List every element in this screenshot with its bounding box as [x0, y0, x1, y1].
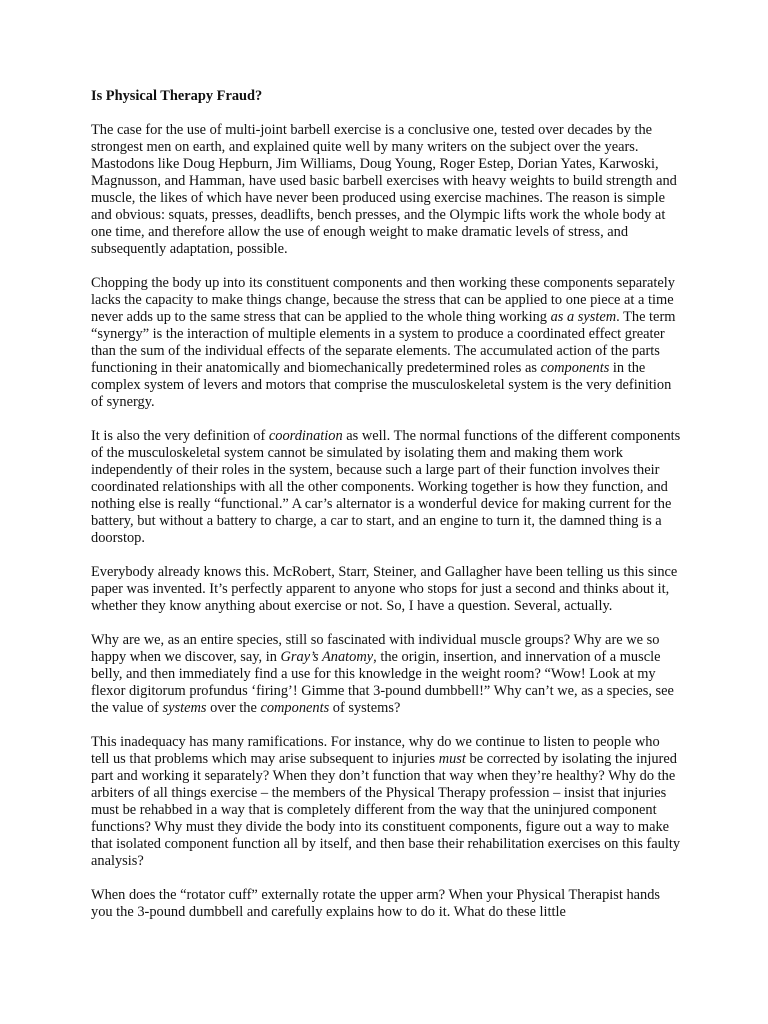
italic-run: components — [540, 360, 610, 376]
text-run: Why are we, as an entire species, still so fascinated with individual muscle groups? Why are we so happy when we discover, say, in — [91, 632, 660, 665]
text-run: be corrected by isolating the injured part and working it separately? When they don’t function that way when they’re healthy? Why do the arbiters of all things exercise – the members of the Physical Therapy profession – insist that injuries must be rehabbed in a way that is completely different from the way that the uninjured component functions? Why must they divide the body into its constituent components, figure out a way to make that isolated component function all by itself, and then base their rehabilitation exercises on this faulty analysis? — [91, 751, 681, 869]
text-run: , the origin, insertion, and innervation of a muscle belly, and then immediately find a use for this knowledge in the weight room? “Wow! Look at my flexor digitorum profundus ‘firing’! Gimme that 3-pound dumbbell!” Why can’t we, as a species, see the value of — [91, 649, 674, 716]
text-run: of systems? — [329, 700, 401, 716]
text-run: Everybody already knows this. McRobert, Starr, Steiner, and Gallagher have been telling us this since paper was invented. It’s perfectly apparent to anyone who stops for just a second and thinks about it, whether they know anything about exercise or not. So, I have a question. Several, actually. — [91, 564, 678, 614]
italic-run: Gray’s Anatomy — [280, 649, 374, 665]
italic-run: coordination — [268, 428, 343, 444]
text-run: It is also the very definition of — [91, 428, 269, 444]
text-run: The case for the use of multi-joint barbell exercise is a conclusive one, tested over decades by the strongest men on earth, and explained quite well by many writers on the subject over the years. Mastodons like Doug Hepburn, Jim Williams, Doug Young, Roger Estep, Dorian Yates, Karwoski, Magnusson, and Hamman, have used basic barbell exercises with heavy weights to build strength and muscle, the likes of which have never been produced using exercise machines. The reason is simple and obvious: squats, presses, deadlifts, bench presses, and the Olympic lifts work the whole body at one time, and therefore allow the use of enough weight to make dramatic levels of stress, and subsequently adaptation, possible. — [91, 122, 677, 257]
italic-run: components — [260, 700, 330, 716]
text-run: over the — [206, 700, 261, 716]
text-run: in the complex system of levers and motors that comprise the musculoskeletal system is the very definition of synergy. — [91, 360, 672, 410]
paragraph-3 — [91, 428, 681, 547]
paragraph-4 — [91, 564, 681, 615]
paragraph-2 — [91, 275, 681, 411]
text-run: This inadequacy has many ramifications. For instance, why do we continue to listen to people who tell us that problems which may arise subsequent to injuries — [91, 734, 660, 767]
document-title: Is Physical Therapy Fraud? — [91, 88, 263, 104]
paragraph-1 — [91, 122, 681, 258]
text-run: as well. The normal functions of the different components of the musculoskeletal system cannot be simulated by isolating them and making them work independently of their roles in the system, because such a large part of their function involves their coordinated relationships with all the other components. Working together is how they function, and nothing else is really “functional.” A car’s alternator is a wonderful device for making current for the battery, but without a battery to charge, a car to start, and an engine to turn it, the damned thing is a doorstop. — [91, 428, 681, 546]
italic-run: systems — [162, 700, 207, 716]
text-run: When does the “rotator cuff” externally rotate the upper arm? When your Physical Therapist hands you the 3-pound dumbbell and carefully explains how to do it. What do these little — [91, 887, 661, 920]
paragraph-5 — [91, 632, 681, 717]
text-run: Chopping the body up into its constituent components and then working these components separately lacks the capacity to make things change, because the stress that can be applied to one piece at a time never adds up to the same stress that can be applied to the whole thing working — [91, 275, 675, 325]
paragraph-6 — [91, 734, 681, 870]
italic-run: as a system — [550, 309, 617, 325]
italic-run: must — [438, 751, 466, 767]
text-run: . The term “synergy” is the interaction of multiple elements in a system to produce a coordinated effect greater than the sum of the individual effects of the separate elements. The accumulated action of the parts functioning in their anatomically and biomechanically predetermined roles as — [91, 309, 676, 376]
paragraph-7 — [91, 887, 681, 921]
document-body — [91, 88, 681, 938]
